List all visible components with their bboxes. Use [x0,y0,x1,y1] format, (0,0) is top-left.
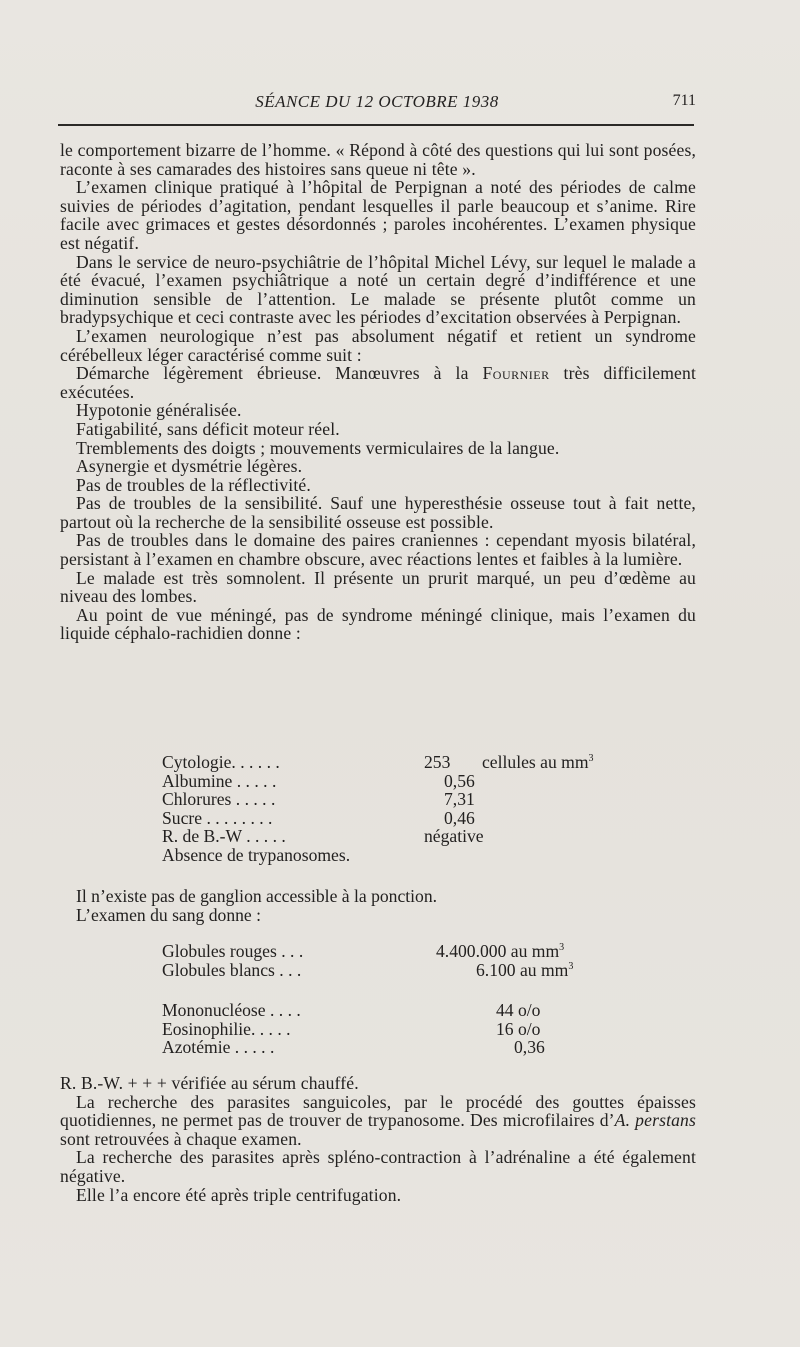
author-name-fournier: Fournier [482,363,550,384]
table-value: 253 [424,752,451,772]
table-label: Chlorures . . . . . [162,789,276,810]
paragraph-18 [60,1093,696,1149]
table-row [162,772,642,791]
paragraph-18-before: La recherche des parasites sanguicoles, par le procédé des gouttes épaisses quotidiennes, ne permet pas de trouver de trypanosome. Des microfilaires d’ [60,1091,696,1131]
table-label: Sucre . . . . . . . . [162,807,273,828]
blood-table [162,942,642,979]
paragraph-16: L’examen du sang donne : [76,904,262,925]
paragraph-5 [60,364,696,401]
table-footer [162,846,642,865]
table-value [436,942,564,961]
table-row [162,790,642,809]
paragraph-9: Asynergie et dysmétrie légères. [76,456,303,477]
body-text [60,141,696,643]
table-value: 44 o/o [496,1000,541,1020]
paragraph-13: Le malade est très somnolent. Il présente un prurit marqué, un peu d’œdème au niveau des lombes. [60,567,696,607]
table-row [162,809,642,828]
paragraph-7: Fatigabilité, sans déficit moteur réel. [76,418,340,439]
paragraph-2: L’examen clinique pratiqué à l’hôpital de Perpignan a noté des périodes de calme suivies de périodes d’agitation, pendant lesquelles il parle beaucoup et s’anime. Rire facile avec grimaces et gestes désordonnés ; paroles incohérentes. L’examen physique est négatif. [60,177,696,253]
table-row [162,961,642,980]
table-label: Cytologie. . . . . . [162,752,280,772]
table-label: R. de B.-W . . . . . [162,826,286,847]
table-value: 0,56 [444,770,475,791]
table-label: Albumine . . . . . [162,770,277,791]
value-superscript: 3 [559,942,565,954]
blood-table-2 [162,1001,642,1057]
unit-text: cellules au mm [482,752,589,772]
header-rule [58,124,694,126]
species-name: A. perstans [614,1110,696,1131]
table-label: Globules rouges . . . [162,941,304,961]
paragraph-8: Tremblements des doigts ; mouvements vermiculaires de la langue. [76,437,560,458]
table-row [162,1001,642,1020]
csf-table [162,753,642,865]
paragraph-14: Au point de vue méningé, pas de syndrome méningé clinique, mais l’examen du liquide céphalo-rachidien donne : [60,604,696,644]
table-value: négative [424,826,484,847]
table-value: 7,31 [444,789,475,810]
running-header [58,92,696,116]
unit-superscript: 3 [588,753,594,765]
mid-text [60,887,696,924]
table-unit [482,753,594,772]
paragraph-19: La recherche des parasites après spléno-contraction à l’adrénaline a été également négative. [60,1147,696,1186]
table-label: Azotémie . . . . . [162,1037,275,1058]
table-label: Mononucléose . . . . [162,1000,301,1020]
paragraph-10: Pas de troubles de la réflectivité. [76,474,311,495]
paragraph-6: Hypotonie généralisée. [76,400,242,421]
value-superscript: 3 [568,960,574,972]
table-value [476,961,573,980]
paragraph-17: R. B.-W. + + + vérifiée au sérum chauffé. [60,1073,359,1093]
table-row [162,942,642,961]
table-row [162,827,642,846]
paragraph-5-before: Démarche légèrement ébrieuse. Manœuvres à la [76,363,483,384]
table-row [162,1038,642,1057]
table-value: 0,36 [514,1037,545,1058]
paragraph-20: Elle l’a encore été après triple centrifugation. [76,1184,402,1205]
paragraph-1: le comportement bizarre de l’homme. « Répond à côté des questions qui lui sont posées, raconte à ses camarades des histoires sans queue ni tête ». [60,140,696,179]
paragraph-3: Dans le service de neuro-psychiâtrie de l’hôpital Michel Lévy, sur lequel le malade a été évacué, l’examen psychiâtrique a noté un certain degré d’indifférence et une diminution sensible de l’attention. Le malade se présente plutôt comme un bradypsychique et ceci contraste avec les périodes d’excitation observées à Perpignan. [60,251,696,328]
table-label: Eosinophilie. . . . . [162,1018,291,1039]
value-text: 6.100 au mm [476,959,569,980]
table-value: 16 o/o [496,1018,541,1039]
header-title: SÉANCE DU 12 OCTOBRE 1938 [255,92,499,111]
paragraph-5-after: très difficilement exécutées. [60,363,696,402]
value-text: 4.400.000 au mm [436,941,560,961]
table-label: Globules blancs . . . [162,959,302,980]
table-value: 0,46 [444,807,475,828]
table-row [162,753,642,772]
page-number: 711 [672,92,696,109]
table-footer-text: Absence de trypanosomes. [162,844,351,865]
paragraph-12: Pas de troubles dans le domaine des paires craniennes : cependant myosis bilatéral, persistant à l’examen en chambre obscure, avec réactions lentes et faibles à la lumière. [60,530,696,570]
final-text [60,1074,696,1204]
table-row [162,1020,642,1039]
paragraph-4: L’examen neurologique n’est pas absolument négatif et retient un syndrome cérébelleux léger caractérisé comme suit : [60,325,696,365]
paragraph-11: Pas de troubles de la sensibilité. Sauf une hyperesthésie osseuse tout à fait nette, partout où la recherche de la sensibilité osseuse est possible. [60,493,696,532]
paragraph-18-after: sont retrouvées à chaque examen. [60,1128,302,1149]
paragraph-15: Il n’existe pas de ganglion accessible à la ponction. [76,886,438,906]
